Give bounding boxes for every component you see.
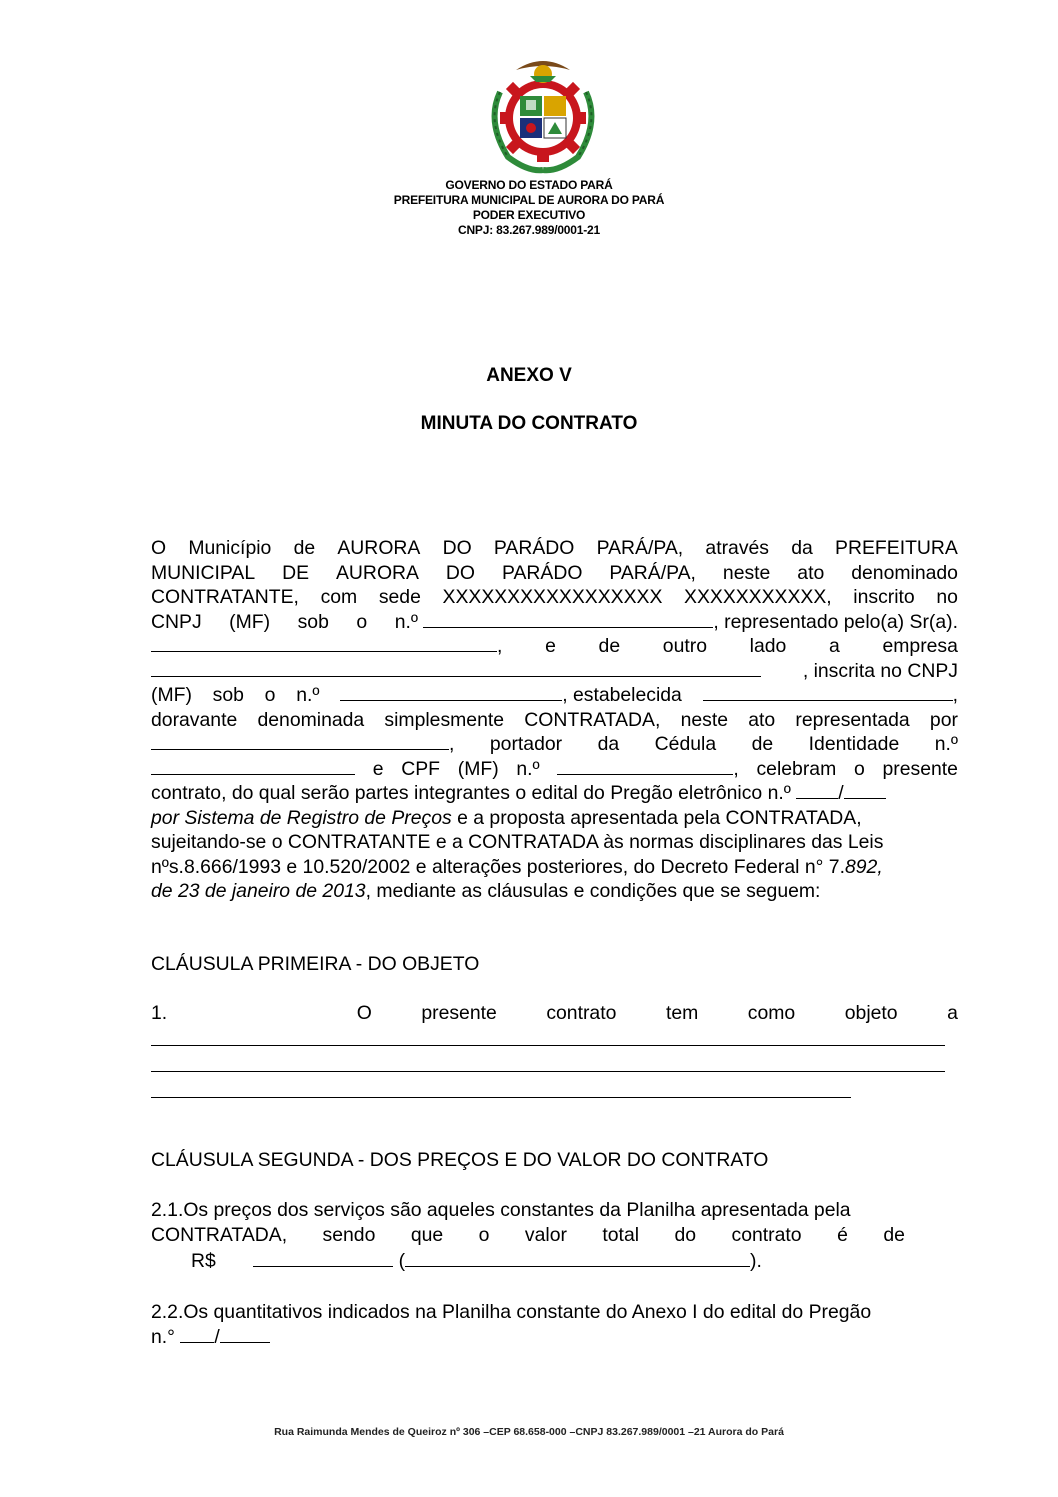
word: por (929, 708, 958, 731)
identity-number-blank[interactable] (151, 757, 355, 775)
word: o (356, 610, 368, 633)
word: representada (795, 708, 910, 731)
word: CNPJ (151, 610, 202, 633)
word: O (151, 537, 167, 559)
word: O (356, 1002, 372, 1024)
word: inscrito (853, 586, 915, 608)
word: neste (680, 708, 729, 731)
word: DO (442, 537, 472, 559)
word: a (947, 1002, 958, 1024)
contract-value-words-blank[interactable] (405, 1249, 750, 1267)
company-name-blank[interactable] (151, 659, 761, 677)
annex-title: ANEXO V (486, 365, 572, 386)
paren-close: ). (750, 1250, 762, 1272)
word: de (751, 733, 774, 755)
pregao-number-blank[interactable] (180, 1325, 214, 1343)
word: DE (282, 561, 310, 584)
preamble-line-2 (151, 561, 958, 586)
word: Município (188, 537, 272, 559)
decree-text: nºs.8.666/1993 e 10.520/2002 e alterações posteriores, do Decreto Federal n° 7. (151, 855, 845, 878)
word: presente (882, 757, 958, 780)
word: presente (421, 1002, 497, 1024)
clause-2-2-line-1 (151, 1300, 958, 1325)
word: n.º (516, 757, 540, 780)
word: empresa (882, 635, 958, 657)
preamble-line-12 (151, 806, 958, 831)
word: PARÁ/PA, (596, 537, 684, 559)
clause-1-line (151, 1001, 958, 1026)
clause-2-2-line-2 (151, 1325, 958, 1350)
preamble-line-10 (151, 757, 958, 782)
preamble-line-5 (151, 634, 958, 659)
proposal-text: e a proposta apresentada pela CONTRATADA, (451, 806, 862, 829)
document-title: MINUTA DO CONTRATO (420, 413, 638, 434)
clause-2-1-line-1 (151, 1198, 958, 1223)
word: neste (722, 561, 771, 584)
word: n.º (934, 733, 958, 755)
word: denominado (851, 561, 958, 584)
word: ato (748, 708, 776, 731)
word: (MF) (229, 610, 271, 633)
preamble-line-9 (151, 732, 958, 757)
laws-text: sujeitando-se o CONTRATANTE e a CONTRATADA às normas disciplinares das Leis (151, 831, 884, 853)
word: que (410, 1223, 444, 1246)
pregao-year-blank[interactable] (220, 1325, 270, 1343)
word: contrato (731, 1223, 802, 1246)
clause-1-title: CLÁUSULA PRIMEIRA - DO OBJETO (151, 953, 480, 975)
slash: / (838, 782, 844, 804)
decree-date: de 23 de janeiro de 2013 (151, 880, 366, 902)
word: DO (445, 561, 476, 584)
edital-text: contrato, do qual serão partes integrantes o edital do Pregão eletrônico n.º (151, 782, 791, 804)
municipal-coat-of-arms-icon (478, 52, 608, 174)
word: (MF) (457, 757, 499, 780)
word: da (791, 537, 813, 559)
pregao-number-blank[interactable] (796, 781, 838, 799)
preamble-line-1 (151, 536, 958, 561)
word: PREFEITURA (835, 537, 958, 559)
word: é (837, 1223, 848, 1246)
preamble-line-15 (151, 879, 958, 904)
clause-2-1-line-2 (151, 1223, 905, 1248)
item-number: 2.2. (151, 1301, 184, 1323)
item-number: 1. (151, 1002, 168, 1024)
object-blank-line-3[interactable] (151, 1097, 851, 1098)
word: o (853, 757, 865, 780)
cnpj-text: , inscrita no CNPJ (802, 659, 958, 682)
preamble-line-11 (151, 781, 958, 806)
letterhead-cnpj: CNPJ: 83.267.989/0001-21 (458, 223, 600, 237)
word: AURORA (337, 537, 421, 559)
word: portador (489, 733, 563, 755)
preamble-line-6 (151, 659, 958, 684)
word: contrato (546, 1002, 617, 1024)
word: Identidade (808, 733, 900, 755)
word: através (705, 537, 769, 559)
word: no (936, 586, 958, 608)
preamble-line-3 (151, 585, 958, 610)
word: de (883, 1223, 905, 1246)
word: outro (662, 635, 707, 657)
word: CONTRATADA, (524, 708, 661, 731)
preamble-paragraph (151, 536, 958, 904)
letterhead-executive: PODER EXECUTIVO (472, 208, 586, 222)
word: como (747, 1002, 796, 1024)
decree-number: 892, (844, 855, 883, 878)
word: ato (797, 561, 825, 584)
word: n.º (296, 684, 320, 706)
preamble-line-7 (151, 683, 958, 708)
cnpj-contratante-blank[interactable] (423, 610, 713, 628)
word: e (372, 757, 384, 780)
word: simplesmente (384, 708, 505, 731)
pregao-year-blank[interactable] (844, 781, 886, 799)
word: sob (212, 684, 244, 706)
object-blank-line-2[interactable] (151, 1071, 945, 1072)
established-text: , estabelecida (562, 684, 682, 706)
preamble-line-13 (151, 830, 958, 855)
letterhead (0, 178, 1058, 238)
clauses-intro-text: , mediante as cláusulas e condições que se seguem: (365, 880, 821, 902)
currency-symbol: R$ (191, 1250, 216, 1272)
prices-text: Os preços dos serviços são aqueles constantes da Planilha apresentada pela (183, 1199, 851, 1221)
word: celebram (756, 757, 837, 780)
word: de (293, 537, 316, 559)
word: CONTRATANTE, (151, 586, 299, 608)
word: com (320, 586, 358, 608)
contract-value-blank[interactable] (253, 1249, 393, 1267)
word: CPF (401, 757, 441, 780)
word: CONTRATADA, (151, 1223, 288, 1246)
letterhead-government: GOVERNO DO ESTADO PARÁ (445, 178, 613, 192)
word: n.º (394, 610, 418, 633)
word: do (674, 1223, 697, 1246)
clause-2-1 (151, 1198, 958, 1274)
word: denominada (257, 708, 365, 731)
word: PARÁDO (501, 561, 583, 584)
pregao-label: n.° (151, 1325, 175, 1348)
preamble-line-14 (151, 855, 958, 880)
word: de (598, 635, 621, 657)
word: o (478, 1223, 490, 1246)
quantities-text: Os quantitativos indicados na Planilha constante do Anexo I do edital do Pregão (183, 1301, 872, 1323)
word: Cédula (654, 733, 717, 755)
word: AURORA (336, 561, 419, 584)
word: objeto (844, 1002, 898, 1024)
company-address-blank[interactable] (703, 683, 953, 701)
word: XXXXXXXXXXXXXXXXX (442, 586, 663, 608)
preamble-line-4 (151, 610, 958, 635)
word: (MF) (151, 684, 192, 706)
comma: , (952, 684, 958, 706)
object-blank-line-1[interactable] (151, 1045, 945, 1046)
word: tem (665, 1002, 699, 1024)
word: PARÁDO (493, 537, 575, 559)
clause-2-title: CLÁUSULA SEGUNDA - DOS PREÇOS E DO VALOR DO CONTRATO (151, 1149, 769, 1171)
word: sendo (322, 1223, 376, 1246)
word: , (733, 757, 739, 780)
word: da (597, 733, 620, 755)
word: valor (524, 1223, 567, 1246)
company-representative-blank[interactable] (151, 732, 449, 750)
word: total (602, 1223, 640, 1246)
word: , (497, 635, 503, 657)
clause-2-1-line-3 (151, 1249, 958, 1274)
representative-name-blank[interactable] (151, 634, 497, 652)
word: a (829, 635, 840, 657)
preamble-line-8 (151, 708, 958, 733)
page-footer: Rua Raimunda Mendes de Queiroz nº 306 –CEP 68.658-000 –CNPJ 83.267.989/0001 –21 Aurora do Pará (274, 1426, 784, 1438)
clause-2-2 (151, 1300, 958, 1349)
letterhead-prefecture: PREFEITURA MUNICIPAL DE AURORA DO PARÁ (393, 193, 665, 207)
word: sede (378, 586, 421, 608)
word: MUNICIPAL (151, 561, 256, 584)
item-number: 2.1. (151, 1199, 184, 1221)
word: e (545, 635, 556, 657)
word: o (264, 684, 276, 706)
word: lado (749, 635, 787, 657)
representative-text: , representado pelo(a) Sr(a). (713, 610, 958, 633)
word: XXXXXXXXXXX, (684, 586, 832, 608)
paren-open: ( (398, 1250, 406, 1272)
word: , (449, 733, 455, 755)
company-cnpj-blank[interactable] (340, 683, 562, 701)
clause-1-item (151, 1001, 958, 1026)
slash: / (214, 1325, 220, 1348)
word: PARÁ/PA, (609, 561, 696, 584)
cpf-number-blank[interactable] (557, 757, 733, 775)
word: sob (297, 610, 329, 633)
registry-system-text: por Sistema de Registro de Preços (151, 806, 452, 829)
word: doravante (151, 708, 238, 731)
